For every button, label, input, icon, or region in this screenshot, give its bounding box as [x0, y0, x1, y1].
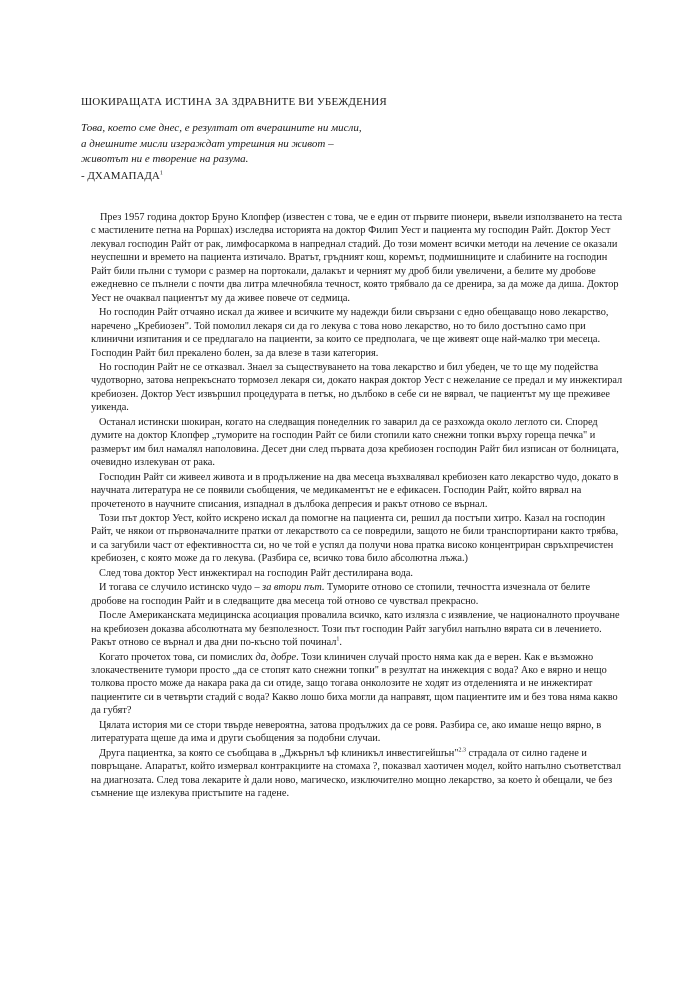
document-title: ШОКИРАЩАТА ИСТИНА ЗА ЗДРАВНИТЕ ВИ УБЕЖДЕНИЯ [81, 96, 387, 108]
paragraph: През 1957 година доктор Бруно Клопфер (известен с това, че е един от първите пионери, въвели използването на теста с мастилените петна на Роршах) изследва историята на доктор Филип Уест и пациента му господин Райт. Доктор Уест лекувал господин Райт от рак, лимфосаркома в напреднал стадий. До този момент всички методи на лечение се оказали неуспешни и времето на пациента изтичало. Вратът, гръдният кош, коремът, подмишниците и слабините на господин Райт били пълни с тумори с размер на портокали, далакът и черният му дроб били увеличени, а белите му дробове ежедневно се пълнели с почти два литра млечнобяла течност, която трябвало да се дренира, за да може да диша. Доктор Уест не очаквал пациентът му да живее повече от седмица. [91, 212, 623, 304]
epigraph-author-name: - ДХАМАПАДА [81, 170, 160, 182]
paragraph [91, 609, 625, 649]
paragraph: Цялата история ми се стори твърде невероятна, затова продължих да се ровя. Разбира се, ако имаше нещо вярно, в литературата щеше да има и други съобщения за подобни случаи. [91, 719, 602, 745]
paragraph-text: . [339, 637, 342, 649]
emphasis: за втори път [262, 582, 322, 594]
paragraph [91, 651, 625, 718]
paragraph-text: . Туморите отново се стопили, течността изчезнала от белите дробове на господин Райт и в следващите два месеца той отново се чувствал прекрасно. [91, 582, 591, 607]
epigraph-line: а днешните мисли изграждат утрешния ни живот – [81, 137, 334, 150]
paragraph-text: И тогава се случило истинско чудо – [99, 582, 263, 594]
paragraph [91, 581, 625, 608]
paragraph: Но господин Райт не се отказвал. Знаел за съществуването на това лекарство и бил убеден, че то ще му подейства чудотворно, затова непрекъснато тормозел лекаря си, докато накрая доктор Уест с нежелание се предал и му инжектирал кребиозен. Доктор Уест извършил процедурата в петък, но дълбоко в себе си не вярвал, че пациентът му ще преживее уикенда. [91, 361, 623, 414]
epigraph-line: Това, което сме днес, е резултат от вчерашните ни мисли, [81, 122, 362, 134]
paragraph: След това доктор Уест инжектирал на господин Райт дестилирана вода. [99, 567, 413, 579]
footnote-marker: 1 [159, 170, 163, 177]
paragraph-text: страдала от силно гадене и повръщане. Апаратът, който измервал контракциите на стомаха ?, показвал хаотичен модел, който напълно съответствал на диагнозата. След това лекарите ѝ дали ново, магическо, изключително мощно лекарство, за което ѝ обещали, че без съмнение ще излекува пристъпите на гадене. [91, 747, 621, 800]
footnote-marker: 2.3 [458, 747, 466, 754]
epigraph-line: животът ни е творение на разума. [81, 153, 249, 165]
emphasis: да, добре [255, 651, 297, 663]
paragraph [91, 747, 625, 801]
epigraph [81, 121, 501, 168]
paragraph: Този път доктор Уест, който искрено искал да помогне на пациента си, решил да постъпи хитро. Казал на господин Райт, че някои от първоначалните пратки от лекарството са се повредили, защото не били транспортирани както трябва, и са загубили част от ефективността си, но че той е успял да получи нова пратка високо концентриран свръхпречистен кребиозен, с която може да го лекува. (Разбира се, всичко това било абсолютна лъжа.) [91, 512, 619, 565]
paragraph-text: . Този клиничен случай просто няма как да е верен. Как е възможно злокачествените тумори просто „да се стопят като снежни топки" в резултат на инжекция с вода? Ако е вярно и нещо толкова просто може да накара рака да си отиде, защо тогава онколозите не ходят из отделенията и не инжектират пациентите си в четвърти стадий с вода? Какво лошо биха могли да направят, щом пациентите им и без това няма какво да губят? [91, 651, 618, 717]
paragraph-text: После Американската медицинска асоциация провалила всичко, като излязла с изявление, че националното проучване на кребиозен доказва абсолютната му безполезност. Този път господин Райт загубил напълно вярата си в лечението. Ракът отново се върнал и два дни по-късно той починал [91, 610, 620, 649]
footnote-marker: 1 [336, 636, 340, 643]
paragraph: Но господин Райт отчаяно искал да живее и всичките му надежди били свързани с едно обещаващо ново лекарство, наречено „Кребиозен". Той помолил лекаря си да го лекува с това ново лекарство, но то било достъпно само при клинични изпитания и се предлагало на пациенти, за които се предполага, че ще живеят още най-малко три месеца. Господин Райт бил прекалено болен, за да влезе в тази категория. [91, 307, 609, 359]
paragraph: Останал истински шокиран, когато на следващия понеделник го заварил да се разхожда около леглото си. Според думите на доктор Клопфер „туморите на господин Райт се били стопили като снежни топки върху гореща печка" и размерът им бил намалял наполовина. Десет дни след първата доза кребиозен господин Райт бил изписан от болницата, очевидно излекуван от рака. [91, 416, 619, 469]
epigraph-author [81, 170, 163, 182]
paragraph-text: Когато прочетох това, си помислих [99, 651, 256, 663]
body-text [91, 211, 625, 801]
paragraph: Господин Райт си живеел живота и в продължение на два месеца възхвалявал кребиозен като лекарство чудо, докато в научната литература не се появили съобщения, че медикаментът не е ефикасен. Господин Райт, който вярвал на прочетеното в научните списания, изпаднал в дълбока депресия и ракът отново се върнал. [91, 471, 619, 510]
paragraph-text: Друга пациентка, за която се съобщава в „Джърнъл ъф клиникъл инвестигейшън" [99, 747, 459, 759]
